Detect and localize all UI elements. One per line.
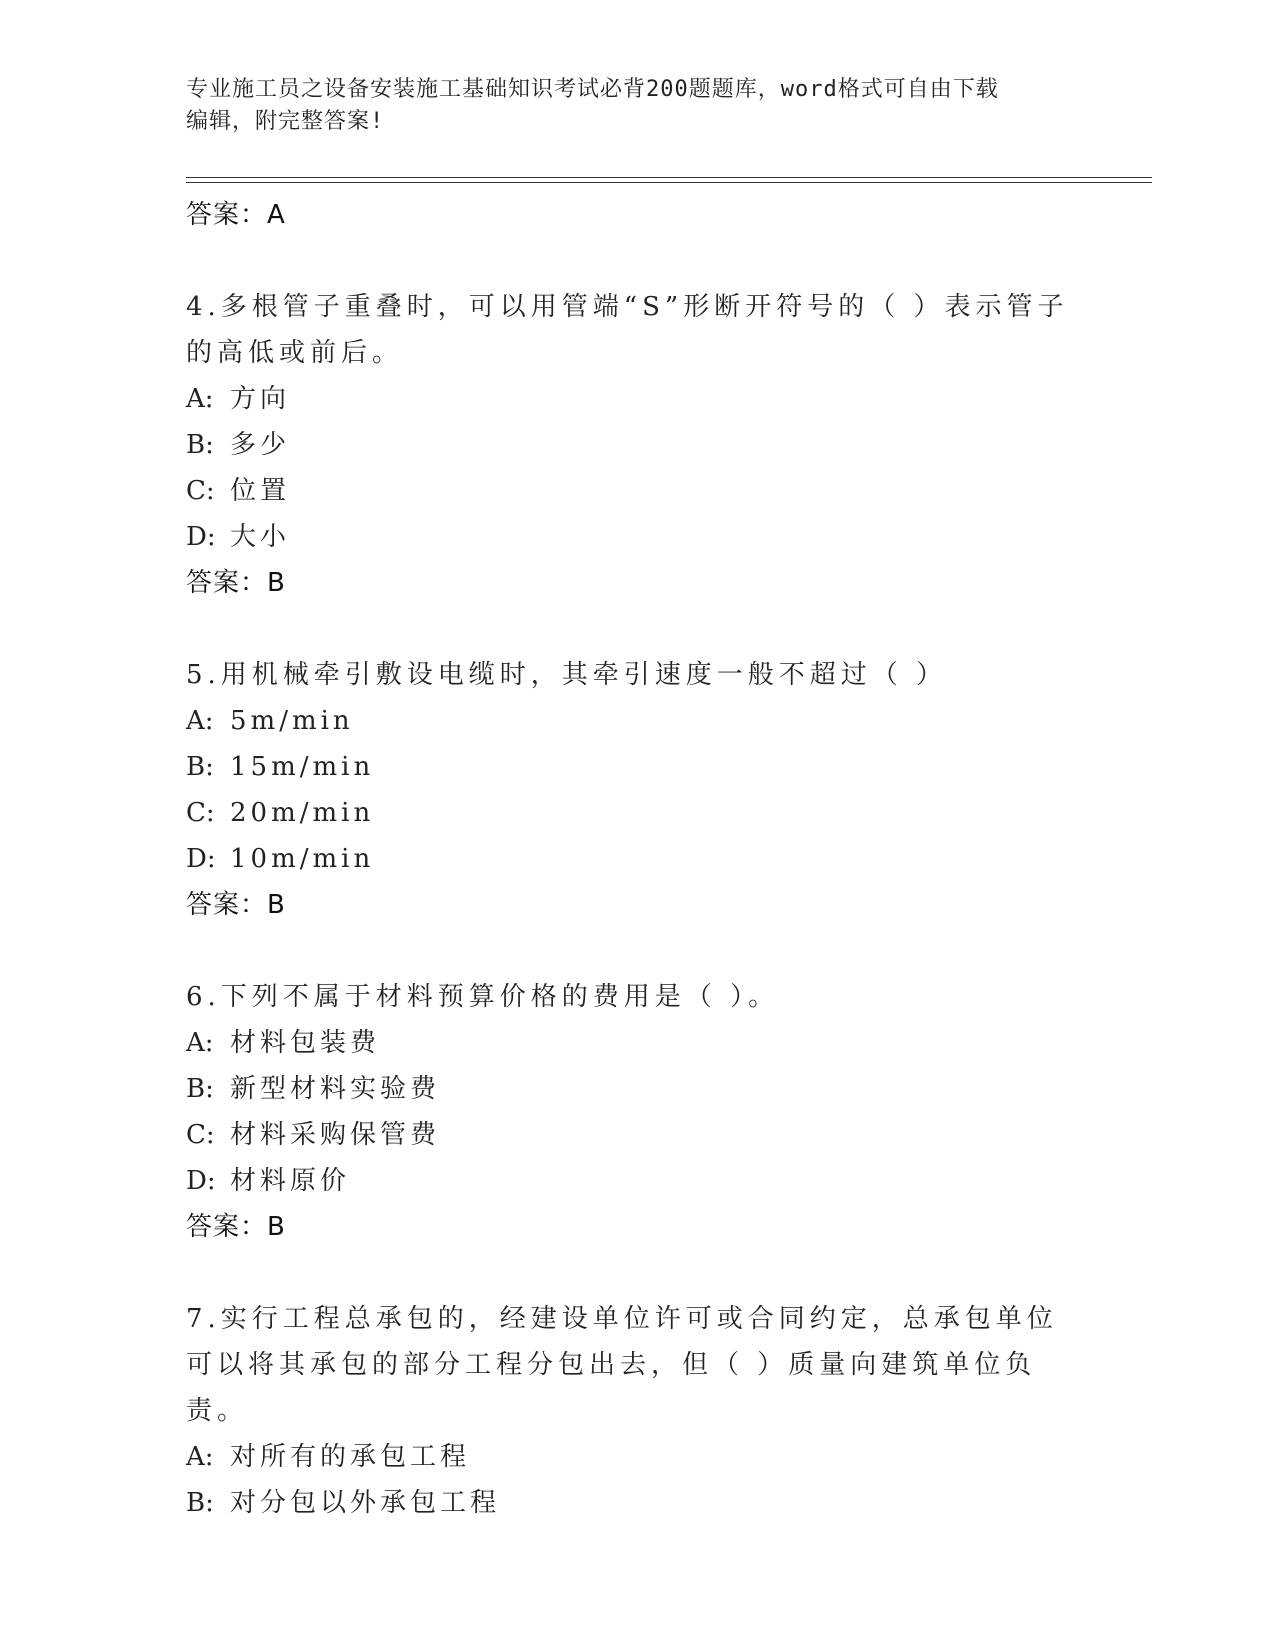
option-text: 新型材料实验费 [230,1074,441,1104]
header-rule-top [186,177,1152,178]
option-b [186,1480,1086,1526]
option-c [186,1112,1086,1158]
option-text: 材料原价 [230,1166,351,1196]
header-line-1: 专业施工员之设备安装施工基础知识考试必背200题题库，word格式可自由下载 [186,77,999,102]
option-a [186,1020,1086,1066]
option-key: C: [186,1120,215,1150]
question-block [186,1296,1086,1526]
option-text: 对分包以外承包工程 [230,1488,501,1518]
question-block [186,652,1086,928]
option-a [186,376,1086,422]
answer-line: 答案：B [186,1212,286,1242]
question-stem: 5.用机械牵引敷设电缆时，其牵引速度一般不超过（ ） [186,660,948,690]
header-line-2: 编辑，附完整答案! [186,109,385,134]
option-key: A: [186,1442,214,1472]
option-c [186,790,1086,836]
option-text: 15m/min [230,752,375,782]
option-text: 对所有的承包工程 [230,1442,471,1472]
option-b [186,744,1086,790]
option-key: C: [186,476,215,506]
document-header [186,74,1086,138]
header-rule-bottom [186,182,1152,183]
option-text: 位置 [230,476,291,506]
option-key: A: [186,384,214,414]
option-key: B: [186,1074,214,1104]
document-body [186,192,1086,1526]
option-text: 方向 [230,384,291,414]
option-key: A: [186,1028,214,1058]
option-text: 多少 [230,430,291,460]
question-block [186,284,1086,606]
question-stem: 4.多根管子重叠时，可以用管端“S”形断开符号的（ ）表示管子的高低或前后。 [186,292,1069,368]
question-stem: 6.下列不属于材料预算价格的费用是（ ）。 [186,982,780,1012]
option-text: 大小 [230,522,291,552]
option-b [186,422,1086,468]
option-key: D: [186,844,216,874]
option-key: D: [186,522,216,552]
answer-line: 答案：A [186,200,286,230]
option-key: C: [186,798,215,828]
option-d [186,1158,1086,1204]
answer-line: 答案：B [186,890,286,920]
option-d [186,514,1086,560]
option-key: B: [186,1488,214,1518]
question-stem: 7.实行工程总承包的，经建设单位许可或合同约定，总承包单位可以将其承包的部分工程分包出去，但（ ）质量向建筑单位负责。 [186,1304,1058,1426]
option-d [186,836,1086,882]
option-text: 材料包装费 [230,1028,381,1058]
option-a [186,698,1086,744]
option-key: D: [186,1166,216,1196]
option-key: A: [186,706,214,736]
option-text: 材料采购保管费 [230,1120,441,1150]
option-key: B: [186,430,214,460]
option-a [186,1434,1086,1480]
option-text: 10m/min [230,844,375,874]
question-block [186,974,1086,1250]
option-c [186,468,1086,514]
option-key: B: [186,752,214,782]
answer-line: 答案：B [186,568,286,598]
option-text: 20m/min [230,798,375,828]
option-text: 5m/min [230,706,354,736]
option-b [186,1066,1086,1112]
